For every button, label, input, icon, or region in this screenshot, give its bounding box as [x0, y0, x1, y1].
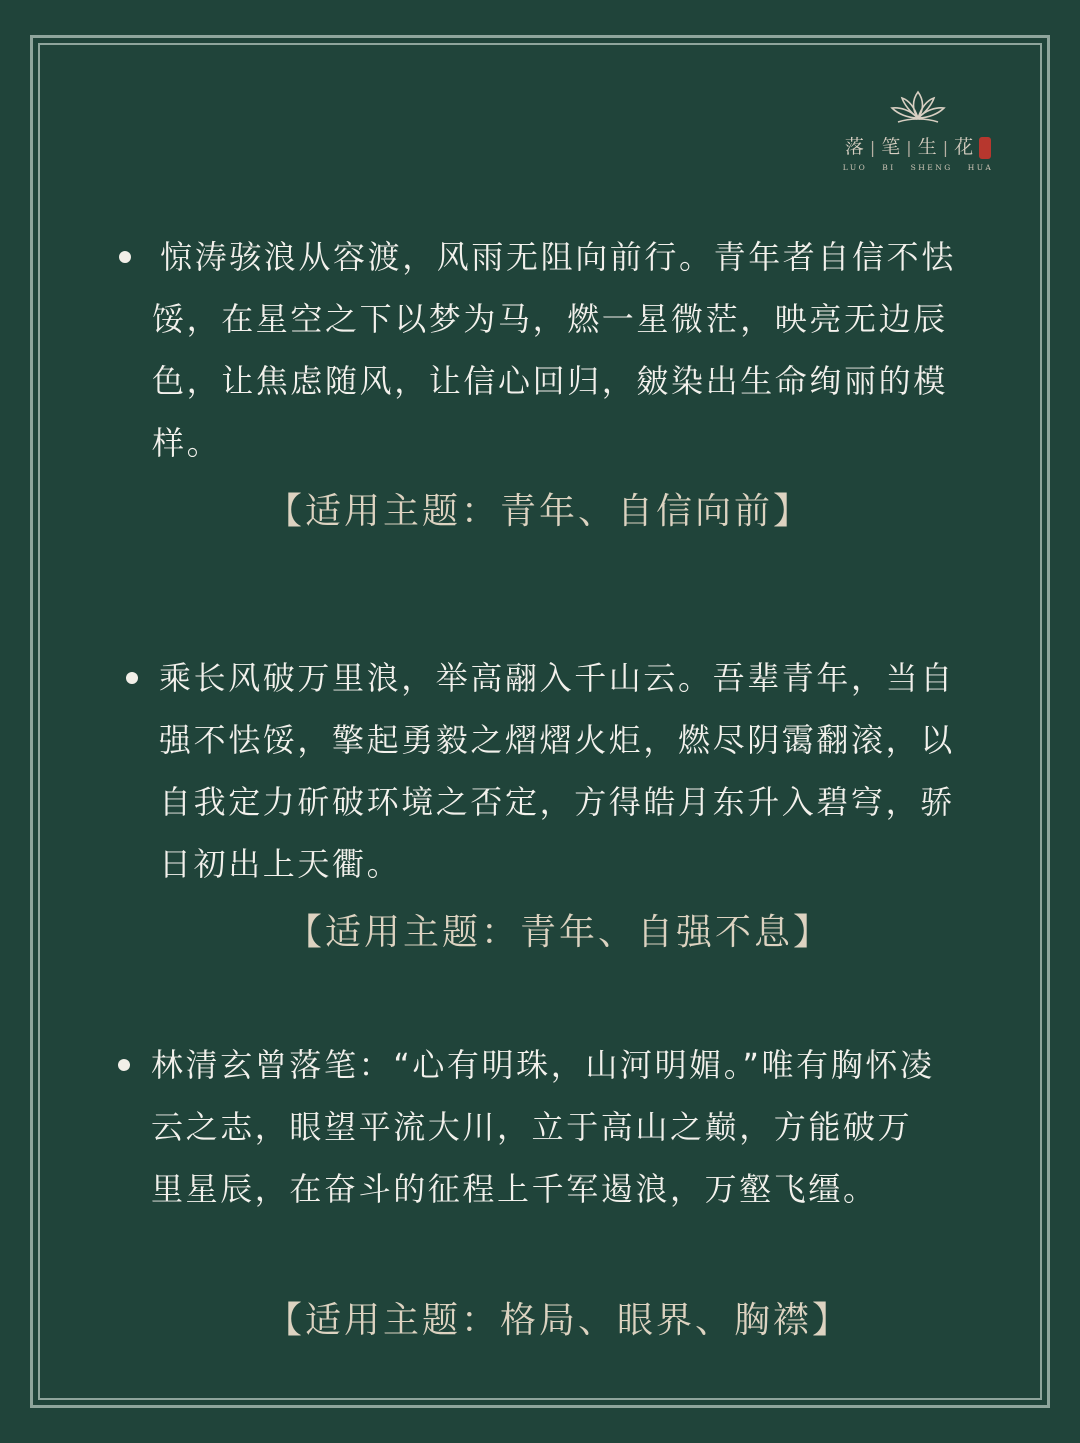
- bullet-dot-1: [119, 251, 131, 263]
- entry-3-topic: 【适用主题：格局、眼界、胸襟】: [266, 1300, 852, 1341]
- entry-3-text: 林清玄曾落笔：“心有明珠，山河明媚。”唯有胸怀凌云之志，眼望平流大川，立于高山之巅，方能破万里星辰，在奋斗的征程上千军遏浪，万壑飞缰。: [151, 1046, 935, 1208]
- entry-1-topic: 【适用主题：青年、自信向前】: [266, 491, 813, 532]
- bullet-dot-2: [126, 672, 138, 684]
- logo-pinyin-4: HUA: [967, 163, 994, 172]
- entry-1-text: 惊涛骇浪从容渡，风雨无阻向前行。青年者自信不怯馁，在星空之下以梦为马，燃一星微茫，映亮无边辰色，让焦虑随风，让信心回归，皴染出生命绚丽的模样。: [152, 238, 956, 462]
- entry-2-text: 乘长风破万里浪，举高翮入千山云。吾辈青年，当自强不怯馁，擎起勇毅之熠熠火炬，燃尽阴霭翻滚，以自我定力斫破环境之否定，方得皓月东升入碧穹，骄日初出上天衢。: [159, 659, 955, 883]
- logo-pinyin-1: LUO: [842, 163, 868, 172]
- brand-logo: [838, 88, 998, 188]
- logo-pinyin-3: SHENG: [910, 163, 953, 172]
- lotus-icon: [886, 88, 950, 128]
- seal-stamp-icon: [979, 137, 991, 159]
- logo-char-4: 花: [954, 136, 976, 158]
- logo-chinese-title: 落 | 笔 | 生 | 花: [838, 132, 998, 159]
- logo-char-2: 笔: [881, 136, 903, 158]
- bullet-dot-3: [118, 1059, 130, 1071]
- logo-char-3: 生: [917, 136, 939, 158]
- entry-2-topic: 【适用主题：青年、自强不息】: [286, 912, 833, 953]
- logo-pinyin: [838, 163, 998, 172]
- logo-pinyin-2: BI: [882, 163, 896, 172]
- logo-char-1: 落: [844, 136, 866, 158]
